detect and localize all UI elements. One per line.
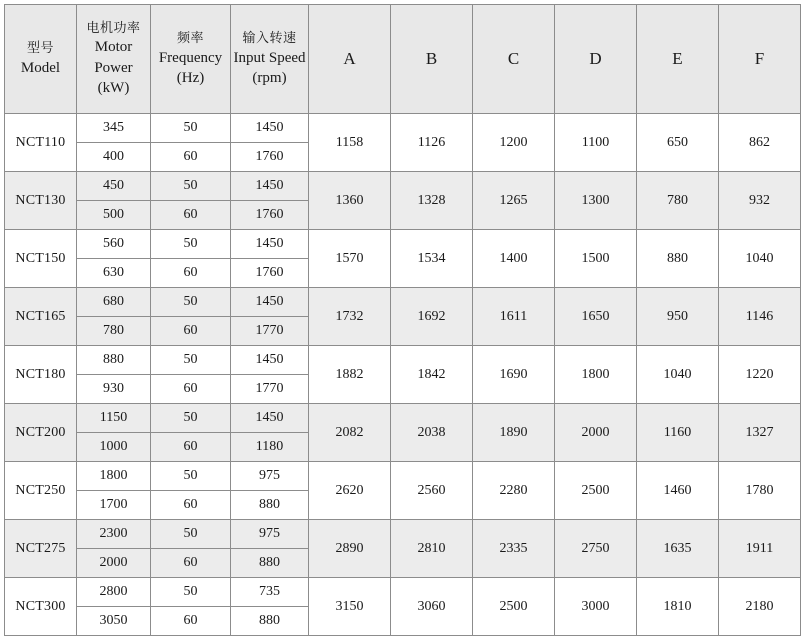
table-row xyxy=(5,462,801,491)
cell-input-speed: 880 xyxy=(231,491,309,520)
cell-dim-e: 1160 xyxy=(637,404,719,462)
cell-frequency: 50 xyxy=(151,114,231,143)
header-frequency xyxy=(151,5,231,114)
cell-dim-c: 1690 xyxy=(473,346,555,404)
cell-input-speed: 1450 xyxy=(231,114,309,143)
cell-power: 780 xyxy=(77,317,151,346)
cell-dim-f: 1220 xyxy=(719,346,801,404)
cell-frequency: 50 xyxy=(151,346,231,375)
table-row xyxy=(5,288,801,317)
cell-frequency: 50 xyxy=(151,462,231,491)
header-input-speed-unit: (rpm) xyxy=(252,69,287,86)
cell-model: NCT150 xyxy=(5,230,77,288)
cell-dim-b: 1692 xyxy=(391,288,473,346)
cell-power: 400 xyxy=(77,143,151,172)
cell-dim-e: 1635 xyxy=(637,520,719,578)
cell-model: NCT165 xyxy=(5,288,77,346)
cell-dim-e: 1460 xyxy=(637,462,719,520)
cell-input-speed: 1760 xyxy=(231,143,309,172)
header-dim-a: A xyxy=(309,5,391,114)
cell-power: 2300 xyxy=(77,520,151,549)
cell-input-speed: 1450 xyxy=(231,230,309,259)
cell-input-speed: 1770 xyxy=(231,317,309,346)
cell-model: NCT250 xyxy=(5,462,77,520)
cell-frequency: 60 xyxy=(151,433,231,462)
header-dim-e: E xyxy=(637,5,719,114)
header-row xyxy=(5,5,801,114)
cell-dim-d: 1650 xyxy=(555,288,637,346)
cell-frequency: 50 xyxy=(151,520,231,549)
cell-frequency: 60 xyxy=(151,317,231,346)
cell-frequency: 60 xyxy=(151,143,231,172)
cell-dim-d: 1100 xyxy=(555,114,637,172)
cell-dim-b: 1842 xyxy=(391,346,473,404)
cell-dim-f: 1327 xyxy=(719,404,801,462)
cell-dim-d: 1500 xyxy=(555,230,637,288)
cell-power: 560 xyxy=(77,230,151,259)
cell-dim-d: 1800 xyxy=(555,346,637,404)
cell-input-speed: 1450 xyxy=(231,172,309,201)
cell-dim-d: 2750 xyxy=(555,520,637,578)
cell-dim-f: 1780 xyxy=(719,462,801,520)
cell-frequency: 60 xyxy=(151,607,231,636)
header-dim-b: B xyxy=(391,5,473,114)
cell-dim-a: 1158 xyxy=(309,114,391,172)
table-row xyxy=(5,346,801,375)
cell-dim-e: 1810 xyxy=(637,578,719,636)
header-input-speed-en: Input Speed xyxy=(233,49,306,66)
cell-dim-c: 2280 xyxy=(473,462,555,520)
cell-dim-d: 3000 xyxy=(555,578,637,636)
cell-frequency: 60 xyxy=(151,549,231,578)
cell-dim-a: 1360 xyxy=(309,172,391,230)
cell-power: 880 xyxy=(77,346,151,375)
cell-power: 930 xyxy=(77,375,151,404)
cell-dim-b: 2560 xyxy=(391,462,473,520)
cell-dim-b: 1328 xyxy=(391,172,473,230)
cell-power: 2000 xyxy=(77,549,151,578)
cell-dim-c: 1265 xyxy=(473,172,555,230)
cell-dim-c: 2500 xyxy=(473,578,555,636)
cell-power: 3050 xyxy=(77,607,151,636)
specification-table xyxy=(4,4,801,636)
cell-dim-e: 950 xyxy=(637,288,719,346)
table-row xyxy=(5,172,801,201)
header-frequency-unit: (Hz) xyxy=(176,69,205,86)
cell-power: 500 xyxy=(77,201,151,230)
cell-power: 2800 xyxy=(77,578,151,607)
cell-model: NCT200 xyxy=(5,404,77,462)
cell-dim-e: 780 xyxy=(637,172,719,230)
table-row xyxy=(5,230,801,259)
cell-frequency: 50 xyxy=(151,288,231,317)
cell-power: 1000 xyxy=(77,433,151,462)
cell-frequency: 60 xyxy=(151,375,231,404)
cell-dim-a: 1882 xyxy=(309,346,391,404)
cell-dim-e: 1040 xyxy=(637,346,719,404)
cell-model: NCT110 xyxy=(5,114,77,172)
cell-dim-e: 880 xyxy=(637,230,719,288)
header-dim-c: C xyxy=(473,5,555,114)
cell-model: NCT300 xyxy=(5,578,77,636)
cell-input-speed: 1770 xyxy=(231,375,309,404)
header-frequency-cn: 频率 xyxy=(176,30,204,46)
cell-frequency: 60 xyxy=(151,259,231,288)
cell-input-speed: 1760 xyxy=(231,201,309,230)
table-row xyxy=(5,520,801,549)
cell-dim-e: 650 xyxy=(637,114,719,172)
cell-model: NCT130 xyxy=(5,172,77,230)
cell-dim-f: 2180 xyxy=(719,578,801,636)
cell-input-speed: 1450 xyxy=(231,288,309,317)
cell-frequency: 50 xyxy=(151,578,231,607)
header-model xyxy=(5,5,77,114)
header-dim-f: F xyxy=(719,5,801,114)
header-model-cn: 型号 xyxy=(26,41,54,57)
cell-input-speed: 1760 xyxy=(231,259,309,288)
header-motor-power-en: Motor Power xyxy=(94,39,133,76)
cell-input-speed: 880 xyxy=(231,607,309,636)
cell-input-speed: 1450 xyxy=(231,346,309,375)
cell-dim-b: 1534 xyxy=(391,230,473,288)
cell-power: 450 xyxy=(77,172,151,201)
table-row xyxy=(5,404,801,433)
cell-input-speed: 735 xyxy=(231,578,309,607)
table-header xyxy=(5,5,801,114)
cell-model: NCT180 xyxy=(5,346,77,404)
cell-input-speed: 975 xyxy=(231,462,309,491)
cell-dim-f: 1911 xyxy=(719,520,801,578)
cell-dim-c: 1890 xyxy=(473,404,555,462)
cell-frequency: 50 xyxy=(151,404,231,433)
table-row xyxy=(5,578,801,607)
cell-dim-b: 1126 xyxy=(391,114,473,172)
header-frequency-en: Frequency xyxy=(158,49,223,66)
cell-dim-f: 862 xyxy=(719,114,801,172)
cell-frequency: 60 xyxy=(151,491,231,520)
cell-frequency: 60 xyxy=(151,201,231,230)
header-dim-d: D xyxy=(555,5,637,114)
cell-dim-b: 3060 xyxy=(391,578,473,636)
cell-dim-b: 2038 xyxy=(391,404,473,462)
table-row xyxy=(5,114,801,143)
cell-dim-a: 1570 xyxy=(309,230,391,288)
cell-dim-f: 1040 xyxy=(719,230,801,288)
cell-model: NCT275 xyxy=(5,520,77,578)
cell-input-speed: 1450 xyxy=(231,404,309,433)
table-body xyxy=(5,114,801,636)
header-input-speed xyxy=(231,5,309,114)
cell-power: 345 xyxy=(77,114,151,143)
cell-dim-c: 1611 xyxy=(473,288,555,346)
cell-dim-c: 1200 xyxy=(473,114,555,172)
cell-dim-c: 1400 xyxy=(473,230,555,288)
cell-power: 630 xyxy=(77,259,151,288)
cell-input-speed: 1180 xyxy=(231,433,309,462)
cell-dim-d: 1300 xyxy=(555,172,637,230)
cell-dim-d: 2500 xyxy=(555,462,637,520)
header-motor-power-unit: (kW) xyxy=(97,79,130,96)
cell-frequency: 50 xyxy=(151,230,231,259)
cell-dim-a: 2890 xyxy=(309,520,391,578)
cell-dim-f: 1146 xyxy=(719,288,801,346)
cell-dim-c: 2335 xyxy=(473,520,555,578)
cell-frequency: 50 xyxy=(151,172,231,201)
header-motor-power-cn: 电机功率 xyxy=(86,20,141,36)
cell-power: 1150 xyxy=(77,404,151,433)
cell-dim-a: 1732 xyxy=(309,288,391,346)
cell-dim-b: 2810 xyxy=(391,520,473,578)
cell-dim-f: 932 xyxy=(719,172,801,230)
cell-dim-a: 3150 xyxy=(309,578,391,636)
header-model-en: Model xyxy=(20,59,61,76)
cell-power: 1800 xyxy=(77,462,151,491)
cell-input-speed: 975 xyxy=(231,520,309,549)
header-motor-power xyxy=(77,5,151,114)
cell-dim-a: 2620 xyxy=(309,462,391,520)
cell-power: 680 xyxy=(77,288,151,317)
cell-input-speed: 880 xyxy=(231,549,309,578)
cell-power: 1700 xyxy=(77,491,151,520)
header-input-speed-cn: 输入转速 xyxy=(242,30,297,46)
cell-dim-a: 2082 xyxy=(309,404,391,462)
cell-dim-d: 2000 xyxy=(555,404,637,462)
